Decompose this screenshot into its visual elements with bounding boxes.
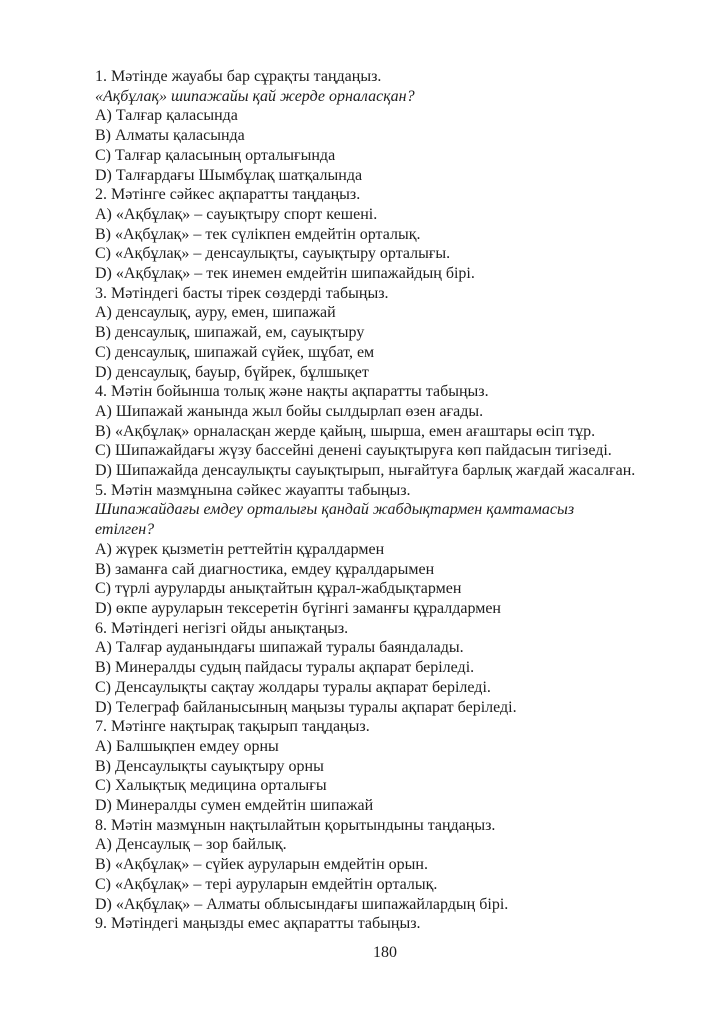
option-line: A) Шипажай жанында жыл бойы сылдырлап өзен ағады.: [95, 402, 484, 420]
option-line: A) Талғар ауданындағы шипажай туралы баяндалады.: [95, 639, 464, 657]
option-line: D) денсаулық, бауыр, бүйрек, бұлшықет: [95, 363, 369, 381]
option-line: D) «Ақбұлақ» – Алматы облысындағы шипажайлардың бірі.: [95, 895, 509, 913]
option-line: D) өкпе ауруларын тексеретін бүгінгі заманғы құралдармен: [95, 599, 501, 617]
option-line: A) Балшықпен емдеу орны: [95, 737, 279, 755]
option-line: C) түрлі ауруларды анықтайтын құрал-жабдықтармен: [95, 580, 462, 598]
question-stem: 9. Мәтіндегі маңызды емес ақпаратты табыңыз.: [95, 915, 421, 933]
option-line: A) денсаулық, ауру, емен, шипажай: [95, 304, 336, 322]
option-line: C) «Ақбұлақ» – денсаулықты, сауықтыру орталығы.: [95, 245, 451, 263]
option-line: C) Денсаулықты сақтау жолдары туралы ақпарат беріледі.: [95, 678, 491, 696]
question-prompt: етілген?: [95, 521, 155, 539]
question-stem: 2. Мәтінге сәйкес ақпаратты таңдаңыз.: [95, 186, 361, 204]
option-line: B) «Ақбұлақ» орналасқан жерде қайың, шырша, емен ағаштары өсіп тұр.: [95, 422, 596, 440]
question-stem: 4. Мәтін бойынша толық және нақты ақпаратты табыңыз.: [95, 383, 489, 401]
question-stem: 7. Мәтінге нақтырақ тақырып таңдаңыз.: [95, 718, 370, 736]
option-line: A) Талғар қаласында: [95, 107, 238, 125]
option-line: D) Телеграф байланысының маңызы туралы ақпарат беріледі.: [95, 698, 517, 716]
option-line: B) денсаулық, шипажай, ем, сауықтыру: [95, 324, 365, 342]
option-line: C) Халықтық медицина орталығы: [95, 777, 327, 795]
question-prompt: Шипажайдағы емдеу орталығы қандай жабдықтармен қамтамасыз: [95, 501, 575, 519]
option-line: B) Минералды судың пайдасы туралы ақпарат беріледі.: [95, 659, 475, 677]
option-line: D) Талғардағы Шымбұлақ шатқалында: [95, 166, 363, 184]
page-number: 180: [373, 944, 397, 961]
option-line: A) жүрек қызметін реттейтін құралдармен: [95, 540, 385, 558]
option-line: B) заманға сай диагностика, емдеу құралдарымен: [95, 560, 435, 578]
option-line: D) Шипажайда денсаулықты сауықтырып, нығайтуға барлық жағдай жасалған.: [95, 462, 636, 480]
option-line: A) «Ақбұлақ» – сауықтыру спорт кешені.: [95, 205, 378, 223]
question-list: [95, 67, 680, 934]
question-prompt: «Ақбұлақ» шипажайы қай жерде орналасқан?: [95, 87, 415, 105]
option-line: C) Шипажайдағы жүзу бассейні денені сауықтыруға көп пайдасын тигізеді.: [95, 442, 612, 460]
option-line: A) Денсаулық – зор байлық.: [95, 836, 287, 854]
option-line: B) Алматы қаласында: [95, 127, 245, 145]
option-line: D) «Ақбұлақ» – тек инемен емдейтін шипажайдың бірі.: [95, 265, 475, 283]
option-line: C) денсаулық, шипажай сүйек, шұбат, ем: [95, 343, 375, 361]
option-line: C) «Ақбұлақ» – тері ауруларын емдейтін орталық.: [95, 875, 438, 893]
question-stem: 6. Мәтіндегі негізгі ойды анықтаңыз.: [95, 619, 349, 637]
option-line: B) «Ақбұлақ» – тек сүлікпен емдейтін орталық.: [95, 225, 421, 243]
question-stem: 1. Мәтінде жауабы бар сұрақты таңдаңыз.: [95, 68, 382, 85]
option-line: B) «Ақбұлақ» – сүйек ауруларын емдейтін орын.: [95, 856, 428, 874]
question-stem: 5. Мәтін мазмұнына сәйкес жауапты табыңыз.: [95, 481, 411, 499]
option-line: C) Талғар қаласының орталығында: [95, 146, 336, 164]
option-line: D) Минералды сумен емдейтін шипажай: [95, 797, 374, 815]
option-line: B) Денсаулықты сауықтыру орны: [95, 757, 324, 775]
question-stem: 3. Мәтіндегі басты тірек сөздерді табыңыз.: [95, 284, 389, 302]
question-stem: 8. Мәтін мазмұнын нақтылайтын қорытындыны таңдаңыз.: [95, 816, 496, 834]
